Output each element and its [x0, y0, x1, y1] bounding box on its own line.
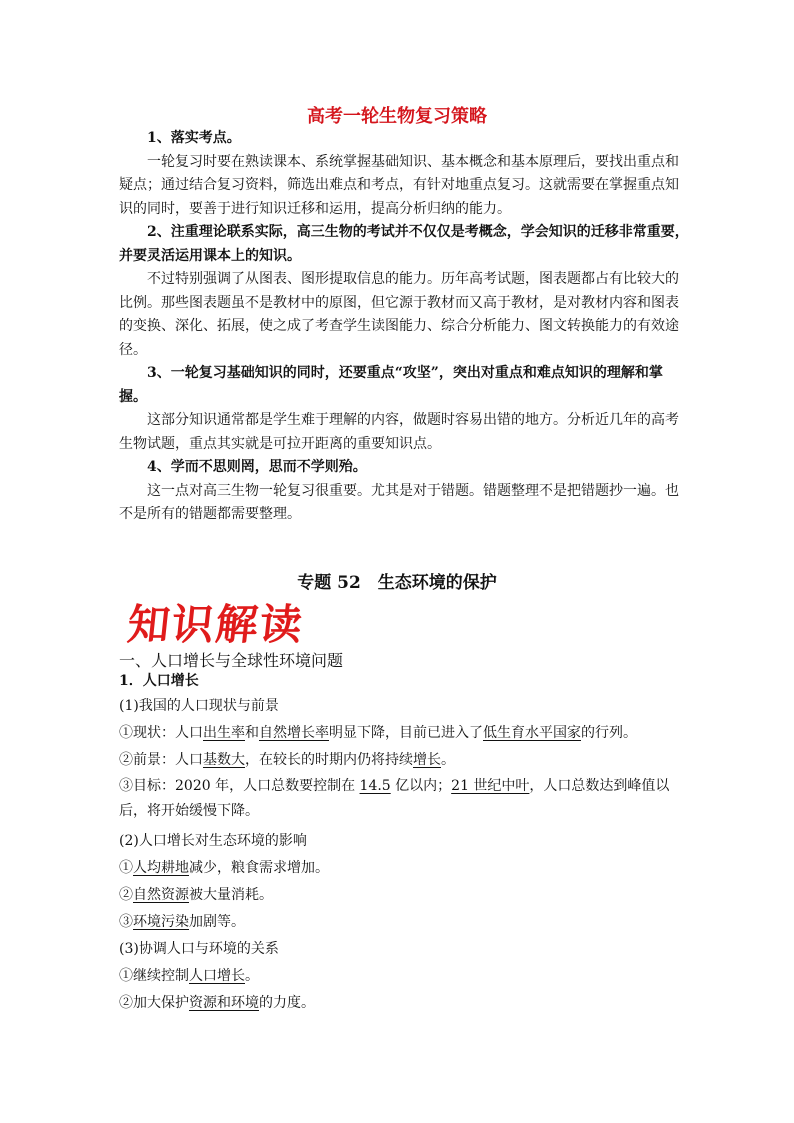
strategy-heading-4: 4、学而不思则罔，思而不学则殆。 [147, 459, 367, 475]
point-item [119, 720, 689, 747]
key-term: 人口增长 [189, 968, 245, 984]
point-item [119, 963, 689, 990]
topic-title: 专题 52 生态环境的保护 [297, 573, 497, 593]
key-term: 人均耕地 [133, 860, 189, 876]
document-title: 高考一轮生物复习策略 [307, 106, 487, 127]
point-heading-3: (3)协调人口与环境的关系 [119, 941, 279, 957]
text: 的行列。 [581, 725, 637, 741]
strategy-heading-1: 1、落实考点。 [147, 130, 241, 146]
point-item [119, 882, 689, 909]
key-term: 低生育水平国家 [483, 725, 581, 741]
text: 。 [245, 968, 259, 984]
text: ② [119, 887, 133, 903]
point-item [119, 909, 689, 936]
strategy-heading-2: 2、注重理论联系实际，高三生物的考试并不仅仅是考概念，学会知识的迁移非常重要，并要灵活运用课本上的知识。 [119, 224, 689, 264]
point-heading-2: (2)人口增长对生态环境的影响 [119, 833, 307, 849]
key-term: 14.5 [359, 778, 391, 794]
text: ②加大保护 [119, 995, 189, 1011]
point-item [119, 774, 689, 824]
strategy-paragraph-3: 这部分知识通常都是学生难于理解的内容，做题时容易出错的地方。分析近几年的高考生物试题，重点其实就是可拉开距离的重要知识点。 [119, 412, 679, 452]
key-term: 资源和环境 [189, 995, 259, 1011]
key-term: 环境污染 [133, 914, 189, 930]
section-title: 一、人口增长与全球性环境问题 [119, 651, 344, 670]
text: 和 [245, 725, 259, 741]
strategy-heading-3: 3、一轮复习基础知识的同时，还要重点“攻坚”，突出对重点和难点知识的理解和掌握。 [119, 365, 663, 405]
key-term: 自然增长率 [259, 725, 329, 741]
strategy-section [119, 127, 689, 527]
point-item [119, 747, 689, 774]
subsection-title: 1．人口增长 [119, 673, 199, 689]
text: 被大量消耗。 [189, 887, 273, 903]
key-term: 自然资源 [133, 887, 189, 903]
strategy-paragraph-4: 这一点对高三生物一轮复习很重要。尤其是对于错题。错题整理不是把错题抄一遍。也不是所有的错题都需要整理。 [119, 482, 679, 522]
text: 的力度。 [259, 995, 315, 1011]
text: ③ [119, 914, 133, 930]
knowledge-content [119, 693, 689, 1017]
text: ①继续控制 [119, 968, 189, 984]
text: ③目标：2020 年，人口总数要控制在 [119, 778, 360, 794]
knowledge-banner: 知识解读 [125, 600, 307, 649]
text: 。 [441, 752, 455, 768]
text: 明显下降，目前已进入了 [329, 725, 483, 741]
text: ②前景：人口 [119, 752, 203, 768]
key-term: 出生率 [203, 725, 245, 741]
text: 亿以内； [390, 778, 452, 794]
point-item [119, 990, 689, 1017]
key-term: 增长 [413, 752, 441, 768]
text: 加剧等。 [189, 914, 245, 930]
text: ，人口总数达到峰值以后，将开始缓慢下降。 [119, 778, 670, 819]
text: ，在较长的时期内仍将持续 [245, 752, 413, 768]
point-heading-1: (1)我国的人口现状与前景 [119, 698, 279, 714]
strategy-paragraph-2: 不过特别强调了从图表、图形提取信息的能力。历年高考试题，图表题都占有比较大的比例。那些图表题虽不是教材中的原图，但它源于教材而又高于教材，是对教材内容和图表的变换、深化、拓展，使之成了考查学生读图能力、综合分析能力、图文转换能力的有效途径。 [119, 271, 679, 358]
key-term: 基数大 [203, 752, 245, 768]
point-item [119, 855, 689, 882]
text: ① [119, 860, 133, 876]
strategy-paragraph-1: 一轮复习时要在熟读课本、系统掌握基础知识、基本概念和基本原理后，要找出重点和疑点；通过结合复习资料，筛选出难点和考点，有针对地重点复习。这就需要在掌握重点知识的同时，要善于进行知识迁移和运用，提高分析归纳的能力。 [119, 153, 679, 217]
text: 减少，粮食需求增加。 [189, 860, 329, 876]
key-term: 21 世纪中叶 [451, 778, 530, 794]
text: ①现状：人口 [119, 725, 203, 741]
